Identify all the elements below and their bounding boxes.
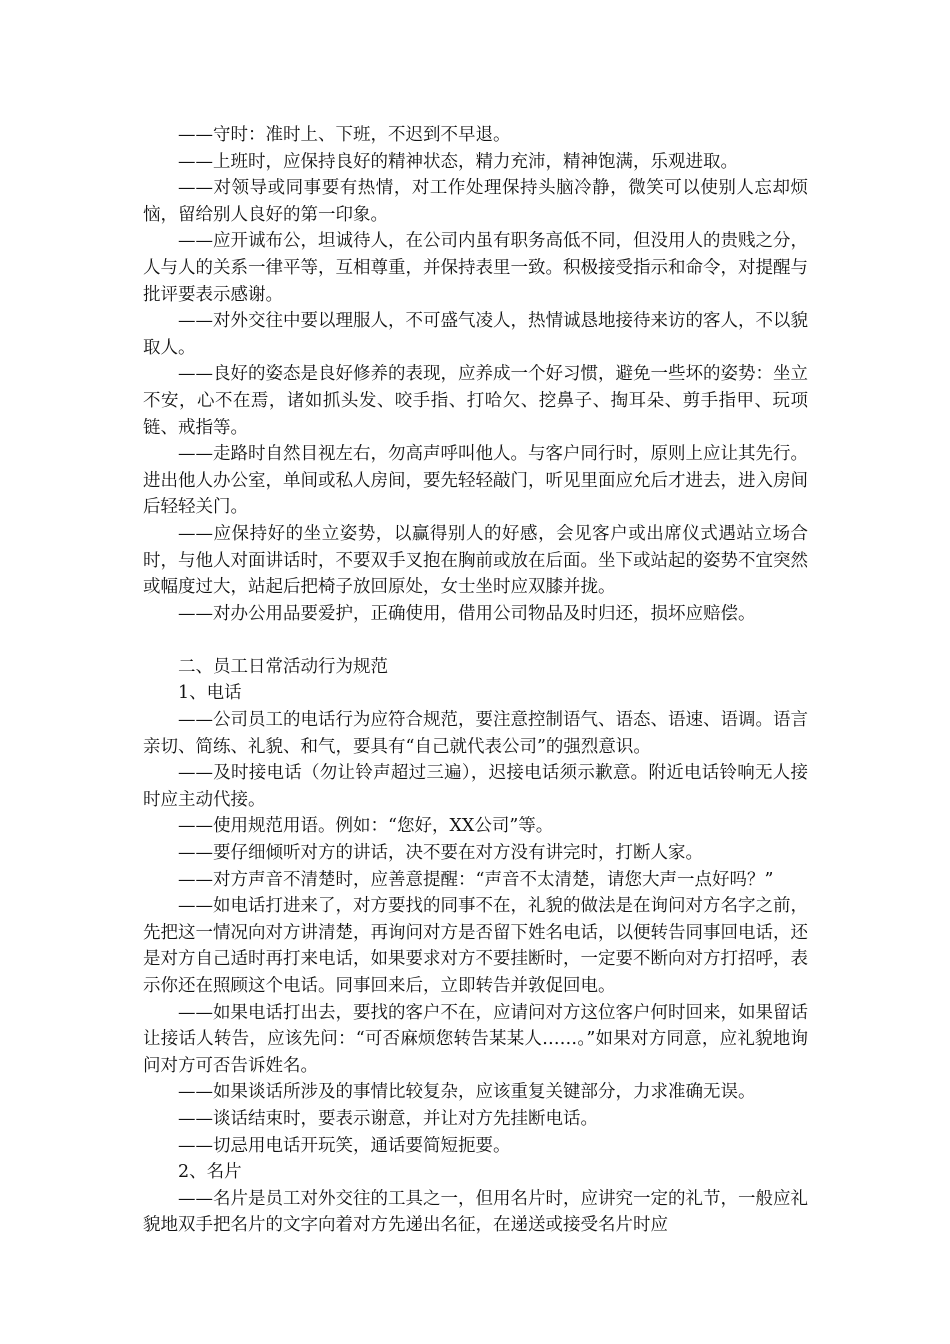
conduct-paragraph-spirit: ——上班时，应保持良好的精神状态，精力充沛，精神饱满，乐观进取。 xyxy=(178,151,738,172)
subsection-heading-card: 2、名片 xyxy=(178,1162,242,1183)
section-heading: 二、员工日常活动行为规范 xyxy=(178,656,388,677)
phone-paragraph: ——要仔细倾听对方的讲话，决不要在对方没有讲完时，打断人家。 xyxy=(178,843,703,864)
phone-paragraph: ——如电话打进来了，对方要找的同事不在，礼貌的做法是在询问对方名字之前，先把这一情况向对方讲清楚，再询问对方是否留下姓名电话，以便转告同事回电话，还是对方自己适时再打来电话，如果要求对方不要挂断时，一定要不断向对方打招呼，表示你还在照顾这个电话。同事回来后，立即转告并敦促回电。 xyxy=(143,896,808,996)
section-spacer xyxy=(143,627,808,654)
conduct-paragraph-posture: ——良好的姿态是良好修养的表现，应养成一个好习惯，避免一些坏的姿势：坐立不安，心不在焉，诸如抓头发、咬手指、打哈欠、挖鼻子、掏耳朵、剪手指甲、玩项链、戒指等。 xyxy=(143,364,808,438)
conduct-paragraph-punctuality: ——守时：准时上、下班，不迟到不早退。 xyxy=(178,125,511,145)
conduct-paragraph-sincerity: ——应开诚布公，坦诚待人，在公司内虽有职务高低不同，但没用人的贵贱之分，人与人的关系一律平等，互相尊重，并保持表里一致。积极接受指示和命令，对提醒与批评要表示感谢。 xyxy=(143,231,808,305)
phone-paragraph: ——如果电话打出去，要找的客户不在，应请问对方这位客户何时回来，如果留话让接话人转告，应该先问：“可否麻烦您转告某某人……。”如果对方同意，应礼貌地询问对方可否告诉姓名。 xyxy=(143,1002,808,1076)
conduct-paragraph-external: ——对外交往中要以理服人，不可盛气凌人，热情诚恳地接待来访的客人，不以貌取人。 xyxy=(143,311,808,358)
phone-paragraph: ——谈话结束时，要表示谢意，并让对方先挂断电话。 xyxy=(178,1108,598,1129)
phone-paragraph: ——切忌用电话开玩笑，通话要简短扼要。 xyxy=(178,1135,511,1156)
phone-paragraph: ——如果谈话所涉及的事情比较复杂，应该重复关键部分，力求准确无误。 xyxy=(178,1082,756,1103)
card-paragraph: ——名片是员工对外交往的工具之一，但用名片时，应讲究一定的礼节，一般应礼貌地双手把名片的文字向着对方先递出名征，在递送或接受名片时应 xyxy=(143,1188,808,1236)
document-page xyxy=(143,122,808,1239)
conduct-paragraph-office-supplies: ——对办公用品要爱护，正确使用，借用公司物品及时归还，损坏应赔偿。 xyxy=(178,603,756,624)
conduct-paragraph-walking: ——走路时自然目视左右，勿高声呼叫他人。与客户同行时，原则上应让其先行。进出他人办公室，单间或私人房间，要先轻轻敲门，听见里面应允后才进去，进入房间后轻轻关门。 xyxy=(143,444,808,518)
phone-paragraph: ——使用规范用语。例如：“您好，XX公司”等。 xyxy=(178,816,554,837)
phone-paragraph: ——公司员工的电话行为应符合规范，要注意控制语气、语态、语速、语调。语言亲切、简练、礼貌、和气，要具有“自己就代表公司”的强烈意识。 xyxy=(143,710,808,757)
conduct-paragraph-sitting: ——应保持好的坐立姿势，以赢得别人的好感，会见客户或出席仪式遇站立场合时，与他人对面讲话时，不要双手叉抱在胸前或放在后面。坐下或站起的姿势不宜突然或幅度过大，站起后把椅子放回原处，女士坐时应双膝并拢。 xyxy=(143,523,808,598)
phone-paragraph: ——及时接电话（勿让铃声超过三遍），迟接电话须示歉意。附近电话铃响无人接时应主动代接。 xyxy=(143,763,808,810)
phone-paragraph: ——对方声音不清楚时，应善意提醒：“声音不太清楚，请您大声一点好吗？” xyxy=(178,869,774,890)
conduct-paragraph-enthusiasm: ——对领导或同事要有热情，对工作处理保持头脑冷静，微笑可以使别人忘却烦恼，留给别人良好的第一印象。 xyxy=(143,178,808,225)
subsection-heading-phone: 1、电话 xyxy=(178,683,242,704)
